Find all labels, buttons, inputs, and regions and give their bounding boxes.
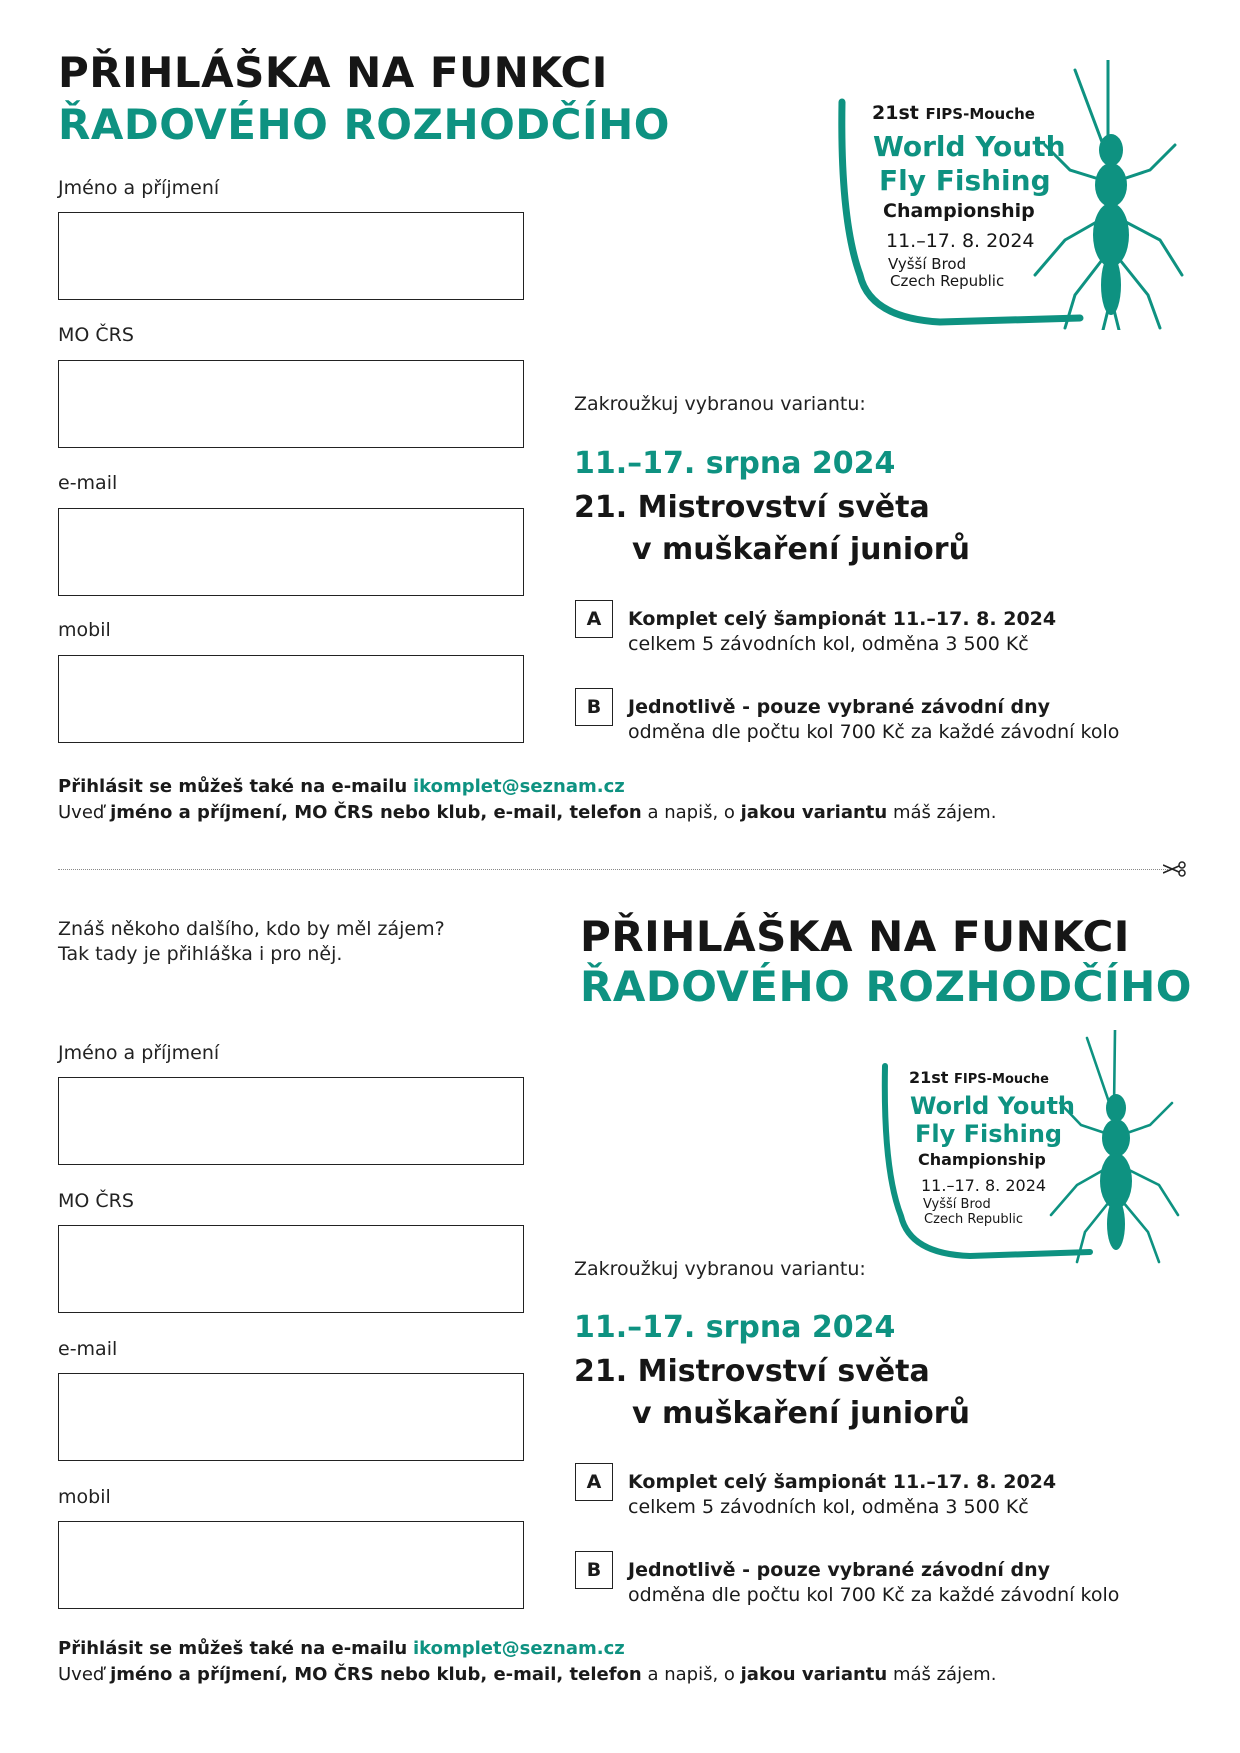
logo-edition: 21st [872,102,919,124]
logo-edition: 21st [909,1068,949,1087]
option-b-sub: odměna dle počtu kol 700 Kč za každé závodní kolo [628,721,1120,743]
logo-dates: 11.–17. 8. 2024 [921,1176,1047,1195]
event-dates: 11.–17. srpna 2024 [574,1310,896,1345]
logo-line2: Fly Fishing [915,1120,1063,1148]
option-a-sub: celkem 5 závodních kol, odměna 3 500 Kč [628,633,1029,655]
option-a-box[interactable]: A [575,600,613,638]
footer-email-link[interactable]: ikomplet@seznam.cz [412,776,625,797]
footer-text-e: máš zájem. [892,802,997,823]
event-title-line2: v muškaření juniorů [632,1396,970,1431]
footer-line2 [58,1664,996,1685]
footer-text-c: a napiš, o [647,1664,735,1685]
championship-logo [830,60,1190,330]
intro-line2: Tak tady je přihláška i pro něj. [58,943,343,965]
logo-line3: Championship [918,1150,1046,1169]
field-label-email: e-mail [58,472,118,494]
option-b-sub: odměna dle počtu kol 700 Kč za každé závodní kolo [628,1584,1120,1606]
logo-dates: 11.–17. 8. 2024 [886,230,1035,252]
mobile-field[interactable] [58,1521,524,1609]
email-field[interactable] [58,508,524,596]
footer-text-a: Uveď [58,802,105,823]
field-label-name: Jméno a příjmení [58,177,220,199]
option-b-title: Jednotlivě - pouze vybrané závodní dny [628,696,1051,718]
footer-line2 [58,802,996,823]
footer-contact-text: Přihlásit se můžeš také na e-mailu [58,776,408,797]
footer-text-b: jméno a příjmení, MO ČRS nebo klub, e-mail, telefon [110,1664,642,1685]
footer-contact-text: Přihlásit se můžeš také na e-mailu [58,1638,408,1659]
championship-logo [875,1030,1185,1266]
field-label-mo: MO ČRS [58,324,134,346]
form-title-line1: PŘIHLÁŠKA NA FUNKCI [58,48,608,97]
mobile-field[interactable] [58,655,524,743]
name-field[interactable] [58,1077,524,1165]
logo-line1: World Youth [910,1092,1076,1120]
choose-prompt: Zakroužkuj vybranou variantu: [574,393,866,415]
name-field[interactable] [58,212,524,300]
footer-text-e: máš zájem. [892,1664,997,1685]
event-title-line1: 21. Mistrovství světa [574,1354,930,1389]
mo-crs-field[interactable] [58,1225,524,1313]
option-b-box[interactable]: B [575,1551,613,1589]
form-title-line2: ŘADOVÉHO ROZHODČÍHO [580,962,1192,1011]
field-label-name: Jméno a příjmení [58,1042,220,1064]
stonefly-icon [875,1030,1185,1266]
event-title-line1: 21. Mistrovství světa [574,490,930,525]
logo-line1: World Youth [873,130,1066,163]
footer-line1 [58,1638,625,1659]
scissors-icon [1163,859,1187,879]
field-label-mobile: mobil [58,619,111,641]
option-b-title: Jednotlivě - pouze vybrané závodní dny [628,1559,1051,1581]
email-field[interactable] [58,1373,524,1461]
footer-text-c: a napiš, o [647,802,735,823]
logo-place2: Czech Republic [924,1212,1023,1227]
logo-line3: Championship [883,200,1035,222]
event-dates: 11.–17. srpna 2024 [574,446,896,481]
option-b-box[interactable]: B [575,688,613,726]
footer-email-link[interactable]: ikomplet@seznam.cz [412,1638,625,1659]
option-a-box[interactable]: A [575,1463,613,1501]
logo-line2: Fly Fishing [879,164,1051,197]
logo-place1: Vyšší Brod [888,255,967,273]
field-label-email: e-mail [58,1338,118,1360]
choose-prompt: Zakroužkuj vybranou variantu: [574,1258,866,1280]
field-label-mobile: mobil [58,1486,111,1508]
footer-text-d: jakou variantu [740,1664,888,1685]
form-title-line2: ŘADOVÉHO ROZHODČÍHO [58,100,670,149]
footer-text-a: Uveď [58,1664,105,1685]
option-a-title: Komplet celý šampionát 11.–17. 8. 2024 [628,608,1057,630]
footer-text-d: jakou variantu [740,802,888,823]
logo-org: FIPS-Mouche [925,105,1035,123]
logo-org: FIPS-Mouche [954,1072,1049,1087]
cut-line [58,869,1168,870]
mo-crs-field[interactable] [58,360,524,448]
option-a-title: Komplet celý šampionát 11.–17. 8. 2024 [628,1471,1057,1493]
logo-place2: Czech Republic [890,272,1005,290]
intro-line1: Znáš někoho dalšího, kdo by měl zájem? [58,918,445,940]
option-a-sub: celkem 5 závodních kol, odměna 3 500 Kč [628,1496,1029,1518]
footer-line1 [58,776,625,797]
form-title-line1: PŘIHLÁŠKA NA FUNKCI [580,912,1130,961]
event-title-line2: v muškaření juniorů [632,532,970,567]
field-label-mo: MO ČRS [58,1190,134,1212]
footer-text-b: jméno a příjmení, MO ČRS nebo klub, e-mail, telefon [110,802,642,823]
logo-place1: Vyšší Brod [923,1197,991,1212]
